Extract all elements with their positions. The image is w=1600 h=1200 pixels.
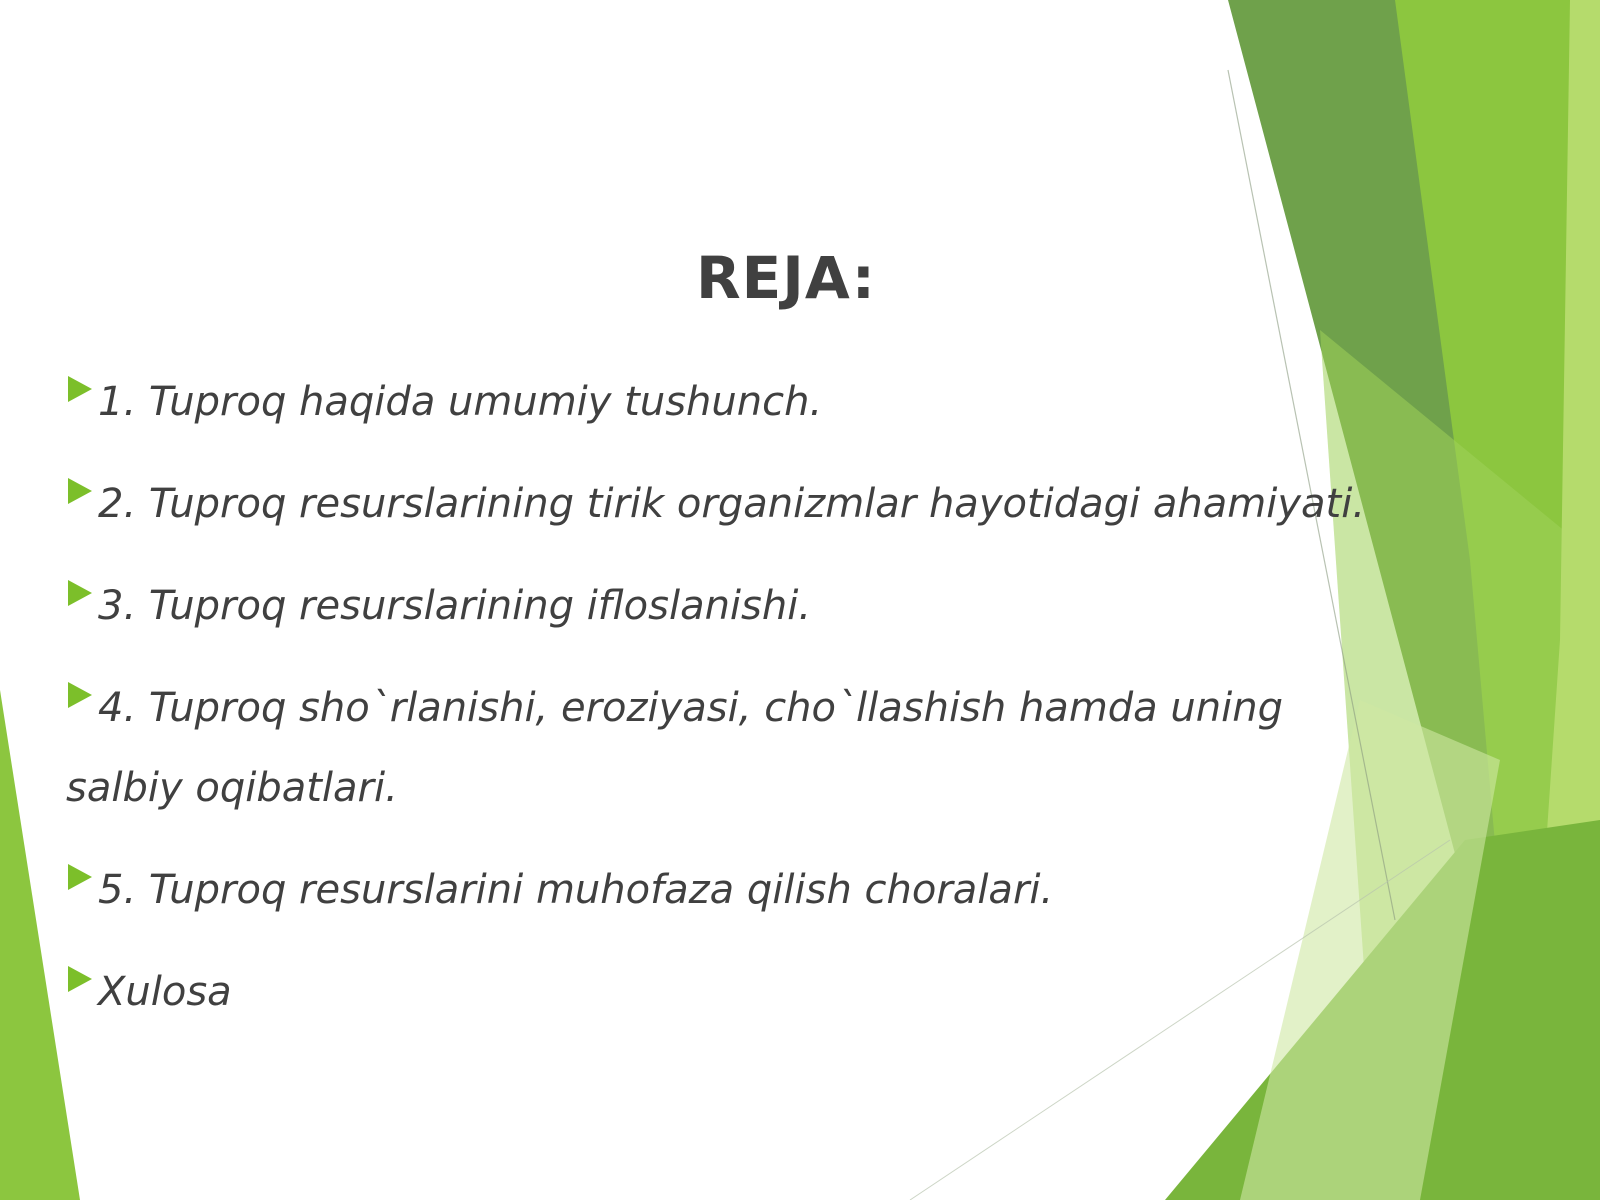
list-item — [66, 668, 1406, 828]
triangle-right-icon — [68, 864, 92, 890]
triangle-right-icon — [68, 682, 92, 708]
list-item-text: 5. Tuproq resurslarini muhofaza qilish choralari. — [98, 867, 1054, 913]
list-item-text: 2. Tuproq resurslarining tirik organizmlar hayotidagi ahamiyati. — [98, 481, 1366, 527]
list-item — [66, 464, 1406, 544]
list-item-text: Xulosa — [98, 969, 232, 1015]
list-item-text: 4. Tuproq sho`rlanishi, eroziyasi, cho`llashish hamda uning salbiy oqibatlari. — [66, 685, 1283, 811]
list-item-text: 1. Tuproq haqida umumiy tushunch. — [98, 379, 823, 425]
list-item — [66, 362, 1406, 442]
plan-list — [66, 362, 1406, 1054]
list-item-text: 3. Tuproq resurslarining ifloslanishi. — [98, 583, 812, 629]
triangle-right-icon — [68, 376, 92, 402]
page-title: REJA: — [695, 244, 877, 312]
triangle-right-icon — [68, 580, 92, 606]
triangle-right-icon — [68, 966, 92, 992]
list-item — [66, 952, 1406, 1032]
list-item — [66, 850, 1406, 930]
triangle-right-icon — [68, 478, 92, 504]
list-item — [66, 566, 1406, 646]
